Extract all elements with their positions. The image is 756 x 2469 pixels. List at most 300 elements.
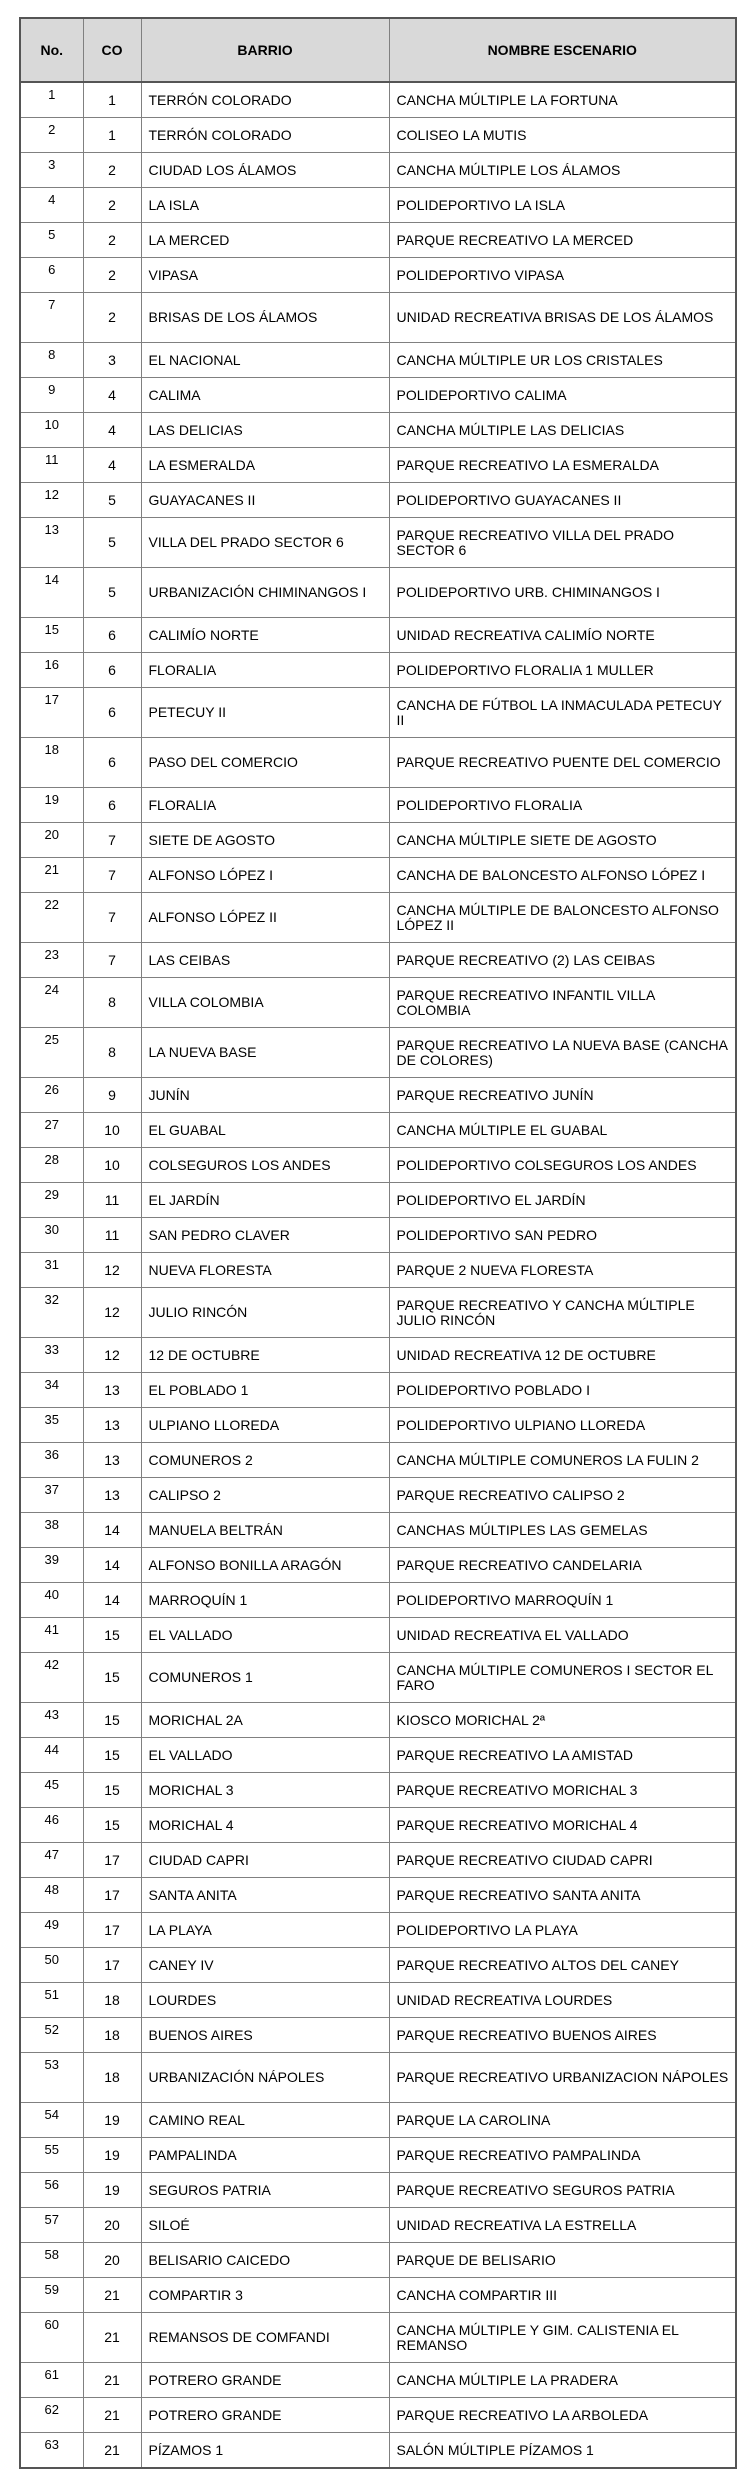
- cell-nombre-escenario: CANCHA DE FÚTBOL LA INMACULADA PETECUY II: [389, 688, 736, 738]
- cell-co: 9: [83, 1078, 141, 1113]
- cell-nombre-escenario: PARQUE RECREATIVO LA AMISTAD: [389, 1738, 736, 1773]
- cell-no: 45: [20, 1773, 83, 1808]
- cell-nombre-escenario: PARQUE RECREATIVO PAMPALINDA: [389, 2138, 736, 2173]
- cell-barrio: FLORALIA: [141, 653, 389, 688]
- cell-co: 12: [83, 1338, 141, 1373]
- table-row: [20, 1913, 736, 1948]
- cell-no: 37: [20, 1478, 83, 1513]
- table-row: [20, 378, 736, 413]
- cell-nombre-escenario: UNIDAD RECREATIVA 12 DE OCTUBRE: [389, 1338, 736, 1373]
- table-row: [20, 2363, 736, 2398]
- cell-no: 39: [20, 1548, 83, 1583]
- cell-barrio: BELISARIO CAICEDO: [141, 2243, 389, 2278]
- cell-nombre-escenario: KIOSCO MORICHAL 2ª: [389, 1703, 736, 1738]
- cell-co: 15: [83, 1773, 141, 1808]
- table-row: [20, 2313, 736, 2363]
- cell-nombre-escenario: CANCHA DE BALONCESTO ALFONSO LÓPEZ I: [389, 858, 736, 893]
- cell-barrio: JUNÍN: [141, 1078, 389, 1113]
- cell-nombre-escenario: CANCHA MÚLTIPLE LOS ÁLAMOS: [389, 153, 736, 188]
- cell-nombre-escenario: PARQUE RECREATIVO VILLA DEL PRADO SECTOR 6: [389, 518, 736, 568]
- table-row: [20, 483, 736, 518]
- cell-nombre-escenario: PARQUE RECREATIVO LA ARBOLEDA: [389, 2398, 736, 2433]
- cell-barrio: POTRERO GRANDE: [141, 2398, 389, 2433]
- table-row: [20, 1218, 736, 1253]
- table-row: [20, 788, 736, 823]
- cell-no: 43: [20, 1703, 83, 1738]
- cell-nombre-escenario: POLIDEPORTIVO SAN PEDRO: [389, 1218, 736, 1253]
- cell-nombre-escenario: CANCHA MÚLTIPLE EL GUABAL: [389, 1113, 736, 1148]
- cell-no: 14: [20, 568, 83, 618]
- cell-barrio: MORICHAL 2A: [141, 1703, 389, 1738]
- cell-co: 1: [83, 118, 141, 153]
- cell-co: 6: [83, 788, 141, 823]
- cell-barrio: EL VALLADO: [141, 1738, 389, 1773]
- cell-co: 11: [83, 1183, 141, 1218]
- table-row: [20, 1028, 736, 1078]
- cell-no: 48: [20, 1878, 83, 1913]
- cell-barrio: SIETE DE AGOSTO: [141, 823, 389, 858]
- cell-nombre-escenario: CANCHA MÚLTIPLE COMUNEROS I SECTOR EL FARO: [389, 1653, 736, 1703]
- cell-nombre-escenario: PARQUE RECREATIVO INFANTIL VILLA COLOMBIA: [389, 978, 736, 1028]
- cell-barrio: EL JARDÍN: [141, 1183, 389, 1218]
- cell-no: 11: [20, 448, 83, 483]
- cell-no: 57: [20, 2208, 83, 2243]
- cell-nombre-escenario: PARQUE RECREATIVO JUNÍN: [389, 1078, 736, 1113]
- cell-nombre-escenario: POLIDEPORTIVO LA PLAYA: [389, 1913, 736, 1948]
- cell-no: 51: [20, 1983, 83, 2018]
- cell-nombre-escenario: PARQUE RECREATIVO CALIPSO 2: [389, 1478, 736, 1513]
- cell-no: 49: [20, 1913, 83, 1948]
- cell-barrio: CALIMA: [141, 378, 389, 413]
- cell-co: 21: [83, 2313, 141, 2363]
- cell-co: 20: [83, 2208, 141, 2243]
- cell-barrio: BUENOS AIRES: [141, 2018, 389, 2053]
- cell-co: 13: [83, 1443, 141, 1478]
- table-row: [20, 823, 736, 858]
- cell-co: 15: [83, 1653, 141, 1703]
- cell-co: 21: [83, 2363, 141, 2398]
- table-row: [20, 1183, 736, 1218]
- cell-barrio: ULPIANO LLOREDA: [141, 1408, 389, 1443]
- cell-barrio: FLORALIA: [141, 788, 389, 823]
- cell-nombre-escenario: CANCHAS MÚLTIPLES LAS GEMELAS: [389, 1513, 736, 1548]
- cell-nombre-escenario: CANCHA MÚLTIPLE UR LOS CRISTALES: [389, 343, 736, 378]
- cell-co: 18: [83, 2018, 141, 2053]
- table-row: [20, 448, 736, 483]
- cell-no: 5: [20, 223, 83, 258]
- table-row: [20, 1338, 736, 1373]
- cell-co: 5: [83, 568, 141, 618]
- cell-barrio: SEGUROS PATRIA: [141, 2173, 389, 2208]
- cell-nombre-escenario: POLIDEPORTIVO POBLADO I: [389, 1373, 736, 1408]
- cell-co: 14: [83, 1513, 141, 1548]
- cell-barrio: LA ESMERALDA: [141, 448, 389, 483]
- cell-no: 44: [20, 1738, 83, 1773]
- cell-barrio: COMUNEROS 1: [141, 1653, 389, 1703]
- cell-nombre-escenario: PARQUE 2 NUEVA FLORESTA: [389, 1253, 736, 1288]
- cell-no: 30: [20, 1218, 83, 1253]
- table-row: [20, 1373, 736, 1408]
- cell-barrio: NUEVA FLORESTA: [141, 1253, 389, 1288]
- cell-no: 33: [20, 1338, 83, 1373]
- cell-no: 20: [20, 823, 83, 858]
- cell-barrio: LAS DELICIAS: [141, 413, 389, 448]
- table-row: [20, 943, 736, 978]
- cell-barrio: TERRÓN COLORADO: [141, 82, 389, 118]
- cell-co: 10: [83, 1148, 141, 1183]
- cell-barrio: PÍZAMOS 1: [141, 2433, 389, 2469]
- table-row: [20, 688, 736, 738]
- cell-nombre-escenario: PARQUE RECREATIVO SEGUROS PATRIA: [389, 2173, 736, 2208]
- cell-co: 15: [83, 1808, 141, 1843]
- cell-nombre-escenario: PARQUE RECREATIVO URBANIZACION NÁPOLES: [389, 2053, 736, 2103]
- cell-barrio: GUAYACANES II: [141, 483, 389, 518]
- cell-co: 20: [83, 2243, 141, 2278]
- cell-co: 18: [83, 1983, 141, 2018]
- cell-nombre-escenario: UNIDAD RECREATIVA LA ESTRELLA: [389, 2208, 736, 2243]
- cell-nombre-escenario: CANCHA MÚLTIPLE COMUNEROS LA FULIN 2: [389, 1443, 736, 1478]
- cell-nombre-escenario: CANCHA MÚLTIPLE SIETE DE AGOSTO: [389, 823, 736, 858]
- table-row: [20, 1703, 736, 1738]
- cell-barrio: CAMINO REAL: [141, 2103, 389, 2138]
- cell-co: 2: [83, 293, 141, 343]
- cell-co: 7: [83, 943, 141, 978]
- cell-nombre-escenario: PARQUE RECREATIVO SANTA ANITA: [389, 1878, 736, 1913]
- cell-co: 18: [83, 2053, 141, 2103]
- table-row: [20, 118, 736, 153]
- cell-no: 62: [20, 2398, 83, 2433]
- header-row: [20, 18, 736, 82]
- cell-co: 21: [83, 2398, 141, 2433]
- table-row: [20, 258, 736, 293]
- cell-no: 22: [20, 893, 83, 943]
- table-row: [20, 858, 736, 893]
- cell-no: 15: [20, 618, 83, 653]
- cell-co: 1: [83, 82, 141, 118]
- cell-no: 4: [20, 188, 83, 223]
- cell-co: 17: [83, 1913, 141, 1948]
- cell-no: 54: [20, 2103, 83, 2138]
- cell-barrio: VILLA DEL PRADO SECTOR 6: [141, 518, 389, 568]
- cell-nombre-escenario: CANCHA MÚLTIPLE Y GIM. CALISTENIA EL REMANSO: [389, 2313, 736, 2363]
- cell-no: 7: [20, 293, 83, 343]
- table-row: [20, 1078, 736, 1113]
- cell-no: 12: [20, 483, 83, 518]
- table-row: [20, 1583, 736, 1618]
- cell-no: 27: [20, 1113, 83, 1148]
- cell-co: 2: [83, 188, 141, 223]
- table-row: [20, 1618, 736, 1653]
- table-row: [20, 2208, 736, 2243]
- cell-barrio: REMANSOS DE COMFANDI: [141, 2313, 389, 2363]
- cell-nombre-escenario: CANCHA COMPARTIR III: [389, 2278, 736, 2313]
- table-row: [20, 2243, 736, 2278]
- table-row: [20, 1443, 736, 1478]
- cell-nombre-escenario: PARQUE DE BELISARIO: [389, 2243, 736, 2278]
- cell-barrio: CANEY IV: [141, 1948, 389, 1983]
- cell-barrio: EL POBLADO 1: [141, 1373, 389, 1408]
- cell-no: 18: [20, 738, 83, 788]
- cell-nombre-escenario: UNIDAD RECREATIVA BRISAS DE LOS ÁLAMOS: [389, 293, 736, 343]
- cell-no: 46: [20, 1808, 83, 1843]
- cell-nombre-escenario: SALÓN MÚLTIPLE PÍZAMOS 1: [389, 2433, 736, 2469]
- cell-barrio: SILOÉ: [141, 2208, 389, 2243]
- cell-no: 56: [20, 2173, 83, 2208]
- cell-nombre-escenario: POLIDEPORTIVO VIPASA: [389, 258, 736, 293]
- cell-no: 28: [20, 1148, 83, 1183]
- cell-barrio: CIUDAD CAPRI: [141, 1843, 389, 1878]
- table-row: [20, 188, 736, 223]
- cell-co: 17: [83, 1948, 141, 1983]
- cell-barrio: LOURDES: [141, 1983, 389, 2018]
- cell-nombre-escenario: PARQUE RECREATIVO CIUDAD CAPRI: [389, 1843, 736, 1878]
- cell-co: 13: [83, 1408, 141, 1443]
- cell-barrio: LA ISLA: [141, 188, 389, 223]
- cell-barrio: PETECUY II: [141, 688, 389, 738]
- cell-nombre-escenario: POLIDEPORTIVO URB. CHIMINANGOS I: [389, 568, 736, 618]
- cell-no: 35: [20, 1408, 83, 1443]
- cell-barrio: LA NUEVA BASE: [141, 1028, 389, 1078]
- cell-no: 38: [20, 1513, 83, 1548]
- header-barrio: BARRIO: [141, 18, 389, 82]
- cell-nombre-escenario: POLIDEPORTIVO FLORALIA: [389, 788, 736, 823]
- cell-barrio: PASO DEL COMERCIO: [141, 738, 389, 788]
- table-row: [20, 2433, 736, 2469]
- table-row: [20, 893, 736, 943]
- table-row: [20, 1948, 736, 1983]
- table-row: [20, 1253, 736, 1288]
- cell-barrio: MORICHAL 3: [141, 1773, 389, 1808]
- table-row: [20, 2173, 736, 2208]
- cell-co: 2: [83, 153, 141, 188]
- cell-nombre-escenario: PARQUE RECREATIVO ALTOS DEL CANEY: [389, 1948, 736, 1983]
- cell-nombre-escenario: PARQUE RECREATIVO Y CANCHA MÚLTIPLE JULIO RINCÓN: [389, 1288, 736, 1338]
- table-row: [20, 1808, 736, 1843]
- cell-co: 4: [83, 448, 141, 483]
- cell-nombre-escenario: POLIDEPORTIVO COLSEGUROS LOS ANDES: [389, 1148, 736, 1183]
- cell-no: 8: [20, 343, 83, 378]
- cell-co: 2: [83, 223, 141, 258]
- table-row: [20, 223, 736, 258]
- table-row: [20, 978, 736, 1028]
- cell-barrio: 12 DE OCTUBRE: [141, 1338, 389, 1373]
- cell-nombre-escenario: CANCHA MÚLTIPLE LAS DELICIAS: [389, 413, 736, 448]
- table-row: [20, 1983, 736, 2018]
- table-row: [20, 1478, 736, 1513]
- cell-co: 6: [83, 738, 141, 788]
- table-row: [20, 1513, 736, 1548]
- cell-no: 21: [20, 858, 83, 893]
- cell-co: 6: [83, 618, 141, 653]
- cell-co: 12: [83, 1253, 141, 1288]
- cell-co: 15: [83, 1618, 141, 1653]
- cell-co: 12: [83, 1288, 141, 1338]
- cell-co: 11: [83, 1218, 141, 1253]
- cell-no: 36: [20, 1443, 83, 1478]
- cell-barrio: CIUDAD LOS ÁLAMOS: [141, 153, 389, 188]
- cell-co: 17: [83, 1878, 141, 1913]
- cell-co: 7: [83, 893, 141, 943]
- cell-barrio: LA PLAYA: [141, 1913, 389, 1948]
- table-row: [20, 1773, 736, 1808]
- table-row: [20, 1653, 736, 1703]
- cell-nombre-escenario: PARQUE RECREATIVO MORICHAL 3: [389, 1773, 736, 1808]
- cell-co: 4: [83, 378, 141, 413]
- table-row: [20, 343, 736, 378]
- cell-nombre-escenario: POLIDEPORTIVO FLORALIA 1 MULLER: [389, 653, 736, 688]
- cell-barrio: LA MERCED: [141, 223, 389, 258]
- cell-barrio: SANTA ANITA: [141, 1878, 389, 1913]
- table-body: [20, 82, 736, 2468]
- cell-no: 41: [20, 1618, 83, 1653]
- cell-barrio: EL VALLADO: [141, 1618, 389, 1653]
- cell-co: 21: [83, 2433, 141, 2469]
- cell-barrio: EL GUABAL: [141, 1113, 389, 1148]
- cell-barrio: ALFONSO LÓPEZ II: [141, 893, 389, 943]
- cell-barrio: CALIPSO 2: [141, 1478, 389, 1513]
- cell-co: 19: [83, 2138, 141, 2173]
- cell-nombre-escenario: CANCHA MÚLTIPLE LA FORTUNA: [389, 82, 736, 118]
- cell-barrio: COMUNEROS 2: [141, 1443, 389, 1478]
- cell-barrio: MANUELA BELTRÁN: [141, 1513, 389, 1548]
- cell-no: 47: [20, 1843, 83, 1878]
- cell-co: 5: [83, 483, 141, 518]
- cell-nombre-escenario: COLISEO LA MUTIS: [389, 118, 736, 153]
- cell-co: 8: [83, 978, 141, 1028]
- table-row: [20, 1843, 736, 1878]
- cell-co: 5: [83, 518, 141, 568]
- table-row: [20, 1408, 736, 1443]
- cell-co: 3: [83, 343, 141, 378]
- cell-nombre-escenario: PARQUE RECREATIVO LA ESMERALDA: [389, 448, 736, 483]
- cell-no: 13: [20, 518, 83, 568]
- cell-co: 4: [83, 413, 141, 448]
- header-nombre-escenario: NOMBRE ESCENARIO: [389, 18, 736, 82]
- cell-co: 13: [83, 1373, 141, 1408]
- cell-co: 15: [83, 1703, 141, 1738]
- cell-no: 42: [20, 1653, 83, 1703]
- cell-barrio: URBANIZACIÓN CHIMINANGOS I: [141, 568, 389, 618]
- cell-co: 6: [83, 688, 141, 738]
- cell-barrio: SAN PEDRO CLAVER: [141, 1218, 389, 1253]
- cell-nombre-escenario: POLIDEPORTIVO ULPIANO LLOREDA: [389, 1408, 736, 1443]
- cell-no: 2: [20, 118, 83, 153]
- cell-nombre-escenario: POLIDEPORTIVO EL JARDÍN: [389, 1183, 736, 1218]
- cell-nombre-escenario: UNIDAD RECREATIVA CALIMÍO NORTE: [389, 618, 736, 653]
- table-row: [20, 2138, 736, 2173]
- cell-no: 55: [20, 2138, 83, 2173]
- table-row: [20, 518, 736, 568]
- cell-nombre-escenario: CANCHA MÚLTIPLE DE BALONCESTO ALFONSO LÓPEZ II: [389, 893, 736, 943]
- cell-barrio: BRISAS DE LOS ÁLAMOS: [141, 293, 389, 343]
- table-row: [20, 618, 736, 653]
- cell-no: 19: [20, 788, 83, 823]
- cell-no: 31: [20, 1253, 83, 1288]
- cell-nombre-escenario: POLIDEPORTIVO MARROQUÍN 1: [389, 1583, 736, 1618]
- table-row: [20, 2053, 736, 2103]
- cell-nombre-escenario: CANCHA MÚLTIPLE LA PRADERA: [389, 2363, 736, 2398]
- cell-no: 25: [20, 1028, 83, 1078]
- cell-no: 59: [20, 2278, 83, 2313]
- cell-co: 6: [83, 653, 141, 688]
- cell-co: 14: [83, 1583, 141, 1618]
- cell-nombre-escenario: PARQUE RECREATIVO CANDELARIA: [389, 1548, 736, 1583]
- table-row: [20, 293, 736, 343]
- cell-barrio: PAMPALINDA: [141, 2138, 389, 2173]
- cell-co: 19: [83, 2173, 141, 2208]
- cell-no: 10: [20, 413, 83, 448]
- cell-nombre-escenario: PARQUE LA CAROLINA: [389, 2103, 736, 2138]
- cell-no: 58: [20, 2243, 83, 2278]
- cell-nombre-escenario: POLIDEPORTIVO CALIMA: [389, 378, 736, 413]
- cell-nombre-escenario: PARQUE RECREATIVO (2) LAS CEIBAS: [389, 943, 736, 978]
- cell-barrio: POTRERO GRANDE: [141, 2363, 389, 2398]
- cell-co: 7: [83, 858, 141, 893]
- cell-nombre-escenario: PARQUE RECREATIVO LA MERCED: [389, 223, 736, 258]
- cell-nombre-escenario: UNIDAD RECREATIVA EL VALLADO: [389, 1618, 736, 1653]
- table-row: [20, 1113, 736, 1148]
- cell-no: 26: [20, 1078, 83, 1113]
- table-row: [20, 153, 736, 188]
- cell-barrio: EL NACIONAL: [141, 343, 389, 378]
- table-row: [20, 1548, 736, 1583]
- cell-barrio: ALFONSO BONILLA ARAGÓN: [141, 1548, 389, 1583]
- header-no: No.: [20, 18, 83, 82]
- cell-nombre-escenario: PARQUE RECREATIVO PUENTE DEL COMERCIO: [389, 738, 736, 788]
- cell-co: 10: [83, 1113, 141, 1148]
- table-row: [20, 738, 736, 788]
- cell-no: 29: [20, 1183, 83, 1218]
- cell-co: 7: [83, 823, 141, 858]
- cell-no: 23: [20, 943, 83, 978]
- cell-barrio: VILLA COLOMBIA: [141, 978, 389, 1028]
- escenarios-table: [19, 17, 737, 2469]
- table-row: [20, 1148, 736, 1183]
- cell-no: 40: [20, 1583, 83, 1618]
- table-row: [20, 2278, 736, 2313]
- cell-no: 24: [20, 978, 83, 1028]
- cell-barrio: CALIMÍO NORTE: [141, 618, 389, 653]
- cell-no: 9: [20, 378, 83, 413]
- cell-barrio: VIPASA: [141, 258, 389, 293]
- cell-no: 53: [20, 2053, 83, 2103]
- cell-barrio: URBANIZACIÓN NÁPOLES: [141, 2053, 389, 2103]
- cell-no: 52: [20, 2018, 83, 2053]
- document-page: [19, 17, 735, 2469]
- cell-no: 32: [20, 1288, 83, 1338]
- cell-nombre-escenario: PARQUE RECREATIVO LA NUEVA BASE (CANCHA DE COLORES): [389, 1028, 736, 1078]
- table-row: [20, 1878, 736, 1913]
- cell-no: 16: [20, 653, 83, 688]
- cell-co: 14: [83, 1548, 141, 1583]
- cell-nombre-escenario: POLIDEPORTIVO GUAYACANES II: [389, 483, 736, 518]
- cell-nombre-escenario: POLIDEPORTIVO LA ISLA: [389, 188, 736, 223]
- table-row: [20, 82, 736, 118]
- header-co: CO: [83, 18, 141, 82]
- table-row: [20, 1288, 736, 1338]
- cell-nombre-escenario: PARQUE RECREATIVO MORICHAL 4: [389, 1808, 736, 1843]
- table-row: [20, 2398, 736, 2433]
- cell-nombre-escenario: UNIDAD RECREATIVA LOURDES: [389, 1983, 736, 2018]
- cell-barrio: JULIO RINCÓN: [141, 1288, 389, 1338]
- cell-co: 2: [83, 258, 141, 293]
- cell-barrio: COMPARTIR 3: [141, 2278, 389, 2313]
- cell-no: 3: [20, 153, 83, 188]
- cell-co: 19: [83, 2103, 141, 2138]
- cell-co: 8: [83, 1028, 141, 1078]
- cell-no: 63: [20, 2433, 83, 2469]
- cell-no: 17: [20, 688, 83, 738]
